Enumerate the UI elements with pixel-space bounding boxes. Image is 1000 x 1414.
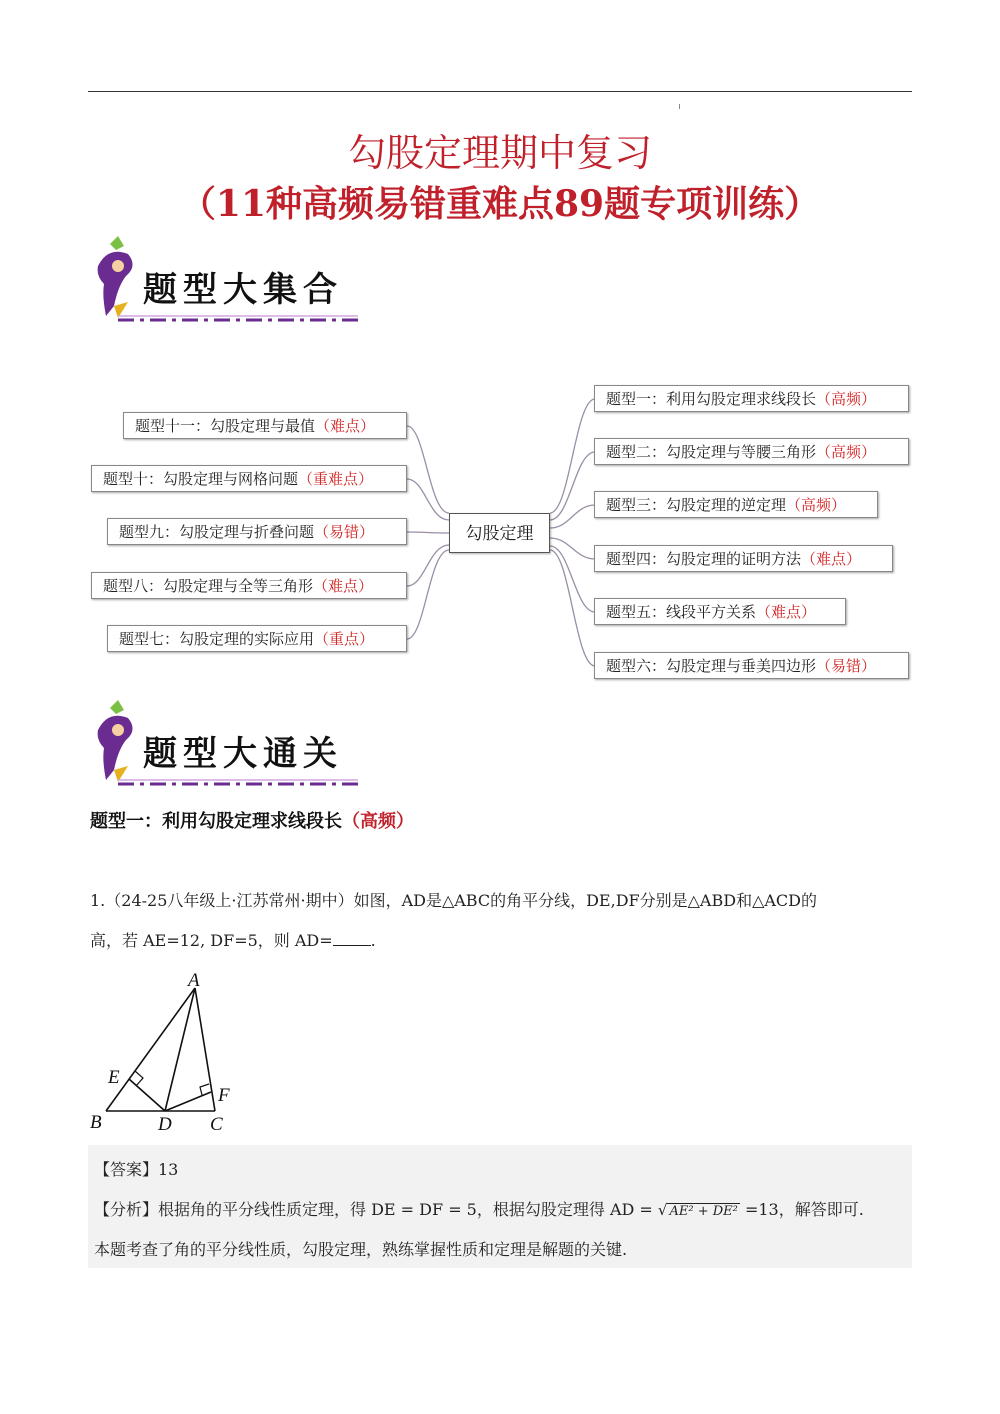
node-tag: （重点） bbox=[314, 630, 375, 648]
banner-collection-text: 题型大集合 bbox=[143, 270, 343, 310]
mindmap-node-type9 bbox=[107, 518, 407, 545]
answer-line: 【答案】13 bbox=[94, 1160, 179, 1179]
mindmap-node-type11 bbox=[123, 412, 407, 439]
node-label: 题型五：线段平方关系 bbox=[606, 603, 757, 621]
right-angle-e bbox=[135, 1071, 143, 1086]
mindmap-node-type8 bbox=[91, 572, 407, 599]
node-label: 题型四：勾股定理的证明方法 bbox=[606, 550, 802, 568]
mindmap-node-type3 bbox=[594, 491, 878, 518]
node-tag: （难点） bbox=[315, 417, 376, 435]
node-tag: （高频） bbox=[786, 496, 847, 514]
banner-pass-text: 题型大通关 bbox=[143, 734, 343, 774]
answer-blank bbox=[333, 931, 371, 946]
problem-1-period: . bbox=[370, 931, 376, 950]
mindmap-node-type10 bbox=[91, 465, 407, 492]
banner-collection bbox=[88, 236, 388, 328]
node-tag: （难点） bbox=[801, 550, 862, 568]
mindmap-node-type7 bbox=[107, 625, 407, 652]
label-a: A bbox=[188, 970, 200, 991]
node-label: 题型九：勾股定理与折叠问题 bbox=[119, 523, 315, 541]
page-subtitle: （11种高频易错重难点89题专项训练） bbox=[179, 183, 821, 225]
node-tag: （难点） bbox=[313, 577, 374, 595]
header-tick bbox=[679, 104, 680, 109]
label-e: E bbox=[108, 1067, 120, 1088]
analysis-result: =13，解答即可. bbox=[744, 1200, 864, 1219]
section-heading-text: 题型一：利用勾股定理求线段长 bbox=[90, 811, 342, 832]
node-tag: （易错） bbox=[314, 523, 375, 541]
node-label: 题型二：勾股定理与等腰三角形 bbox=[606, 443, 817, 461]
sqrt-symbol: √ bbox=[657, 1201, 668, 1219]
node-label: 题型十：勾股定理与网格问题 bbox=[103, 470, 299, 488]
mindmap-center-node: 勾股定理 bbox=[449, 513, 550, 553]
segment-ad bbox=[165, 988, 195, 1111]
segment-de bbox=[129, 1079, 165, 1111]
node-tag: （高频） bbox=[816, 390, 877, 408]
problem-1-line2 bbox=[90, 928, 910, 951]
node-label: 题型一：利用勾股定理求线段长 bbox=[606, 390, 817, 408]
label-d: D bbox=[158, 1114, 172, 1135]
header-rule bbox=[88, 91, 912, 92]
segment-df bbox=[165, 1092, 211, 1111]
node-tag: （难点） bbox=[756, 603, 817, 621]
section-heading bbox=[90, 807, 414, 833]
answer-box bbox=[88, 1145, 912, 1268]
page-title: 勾股定理期中复习 bbox=[347, 131, 652, 175]
node-tag: （重难点） bbox=[298, 470, 374, 488]
problem-1-text: 高，若 AE=12, DF=5，则 AD= bbox=[90, 931, 333, 950]
summary-line: 本题考查了角的平分线性质，勾股定理，熟练掌握性质和定理是解题的关键. bbox=[94, 1240, 628, 1259]
node-tag: （易错） bbox=[816, 657, 877, 675]
problem-1-line1: 1.（24-25八年级上·江苏常州·期中）如图，AD是△ABC的角平分线，DE,DF分别是△ABD和△ACD的 bbox=[90, 891, 818, 910]
banner-pass bbox=[88, 700, 388, 792]
node-label: 题型十一：勾股定理与最值 bbox=[135, 417, 316, 435]
node-label: 题型八：勾股定理与全等三角形 bbox=[103, 577, 314, 595]
label-c: C bbox=[210, 1114, 223, 1135]
sqrt-expression: AE² + DE² bbox=[669, 1204, 738, 1219]
mindmap-node-type4 bbox=[594, 545, 893, 572]
analysis-text: 【分析】根据角的平分线性质定理，得 DE = DF = 5，根据勾股定理得 AD = bbox=[94, 1200, 653, 1219]
section-heading-tag: （高频） bbox=[342, 811, 414, 832]
mindmap-node-type2 bbox=[594, 438, 909, 465]
label-f: F bbox=[218, 1085, 230, 1106]
mindmap-node-type5 bbox=[594, 598, 846, 625]
analysis-line bbox=[94, 1197, 864, 1220]
node-label: 题型七：勾股定理的实际应用 bbox=[119, 630, 315, 648]
node-label: 题型六：勾股定理与垂美四边形 bbox=[606, 657, 817, 675]
triangle-figure bbox=[88, 968, 248, 1138]
label-b: B bbox=[90, 1112, 102, 1133]
mindmap-node-type1 bbox=[594, 385, 909, 412]
side-ab bbox=[106, 988, 195, 1111]
node-label: 题型三：勾股定理的逆定理 bbox=[606, 496, 787, 514]
mindmap-node-type6 bbox=[594, 652, 909, 679]
side-ac bbox=[195, 988, 215, 1111]
node-tag: （高频） bbox=[816, 443, 877, 461]
